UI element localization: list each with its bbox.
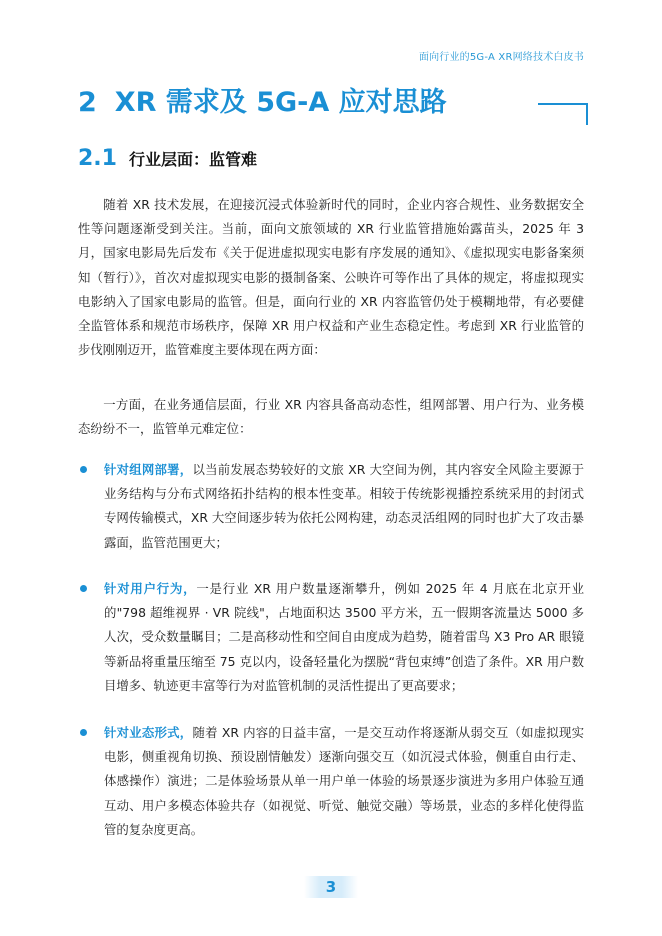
running-header: 面向行业的5G-A XR网络技术白皮书 (418, 52, 584, 63)
bullet-dot-icon (80, 585, 87, 592)
bullet-lead: 针对用户行为， (104, 581, 197, 596)
bullet-text (104, 577, 584, 698)
section-number: 2.1 (78, 146, 117, 171)
paragraph-comm-layer (78, 393, 584, 441)
chapter-title: XR 需求及 5G-A 应对思路 (114, 87, 447, 118)
paragraph-comm-layer-text: 一方面，在业务通信层面，行业 XR 内容具备高动态性，组网部署、用户行为、业务模态纷纷不一，监管单元难定位： (78, 397, 584, 437)
section-heading (78, 146, 257, 171)
bullet-text (104, 721, 584, 842)
chapter-number: 2 (78, 87, 97, 118)
paragraph-intro (78, 193, 584, 362)
bullet-body: 一是行业 XR 用户数量逐渐攀升，例如 2025 年 4 月底在北京开业的"798 超维视界 · VR 院线"，占地面积达 3500 平方米，五一假期客流量达 5000 多人次，受众数量瞩目；二是高移动性和空间自由度成为趋势，随着雷鸟 X3 Pro AR 眼镜等新品将重量压缩至 75 克以内，设备轻量化为摆脱“背包束缚”创造了条件。XR 用户数目增多、轨迹更丰富等行为对监管机制的灵活性提出了更高要求； (104, 581, 584, 693)
bullet-dot-icon (80, 466, 87, 473)
bullet-body: 以当前发展态势较好的文旅 XR 大空间为例，其内容安全风险主要源于业务结构与分布式网络拓扑结构的根本性变革。相较于传统影视播控系统采用的封闭式专网传输模式，XR 大空间逐步转为依托公网构建，动态灵活组网的同时也扩大了攻击暴露面，监管范围更大； (104, 462, 584, 550)
bullet-text (104, 458, 584, 555)
bullet-item-user-behavior (78, 577, 584, 698)
paragraph-intro-text: 随着 XR 技术发展，在迎接沉浸式体验新时代的同时，企业内容合规性、业务数据安全性等问题逐渐受到关注。当前，面向文旅领域的 XR 行业监管措施始露苗头，2025 年 3 月，国家电影局先后发布《关于促进虚拟现实电影有序发展的通知》、《虚拟现实电影备案须知（暂行）》，首次对虚拟现实电影的摄制备案、公映许可等作出了具体的规定，将虚拟现实电影纳入了国家电影局的监管。但是，面向行业的 XR 内容监管仍处于模糊地带，有必要健全监管体系和规范市场秩序，保障 XR 用户权益和产业生态稳定性。考虑到 XR 行业监管的步伐刚刚迈开，监管难度主要体现在两方面： (78, 197, 584, 358)
bullet-body: 随着 XR 内容的日益丰富，一是交互动作将逐渐从弱交互（如虚拟现实电影，侧重视角切换、预设剧情触发）逐渐向强交互（如沉浸式体验，侧重自由行走、体感操作）演进；二是体验场景从单一用户单一体验的场景逐步演进为多用户体验互通互动、用户多模态体验共存（如视觉、听觉、触觉交融）等场景，业态的多样化使得监管的复杂度更高。 (104, 725, 584, 837)
chapter-heading (78, 80, 447, 119)
bullet-item-business-form (78, 721, 584, 842)
chapter-decorative-rule (538, 103, 588, 125)
bullet-item-network-deployment (78, 458, 584, 555)
section-title: 行业层面：监管难 (128, 150, 257, 169)
bullet-lead: 针对业态形式， (104, 725, 193, 740)
page-number: 3 (304, 876, 358, 898)
bullet-lead: 针对组网部署， (104, 462, 193, 477)
bullet-dot-icon (80, 729, 87, 736)
